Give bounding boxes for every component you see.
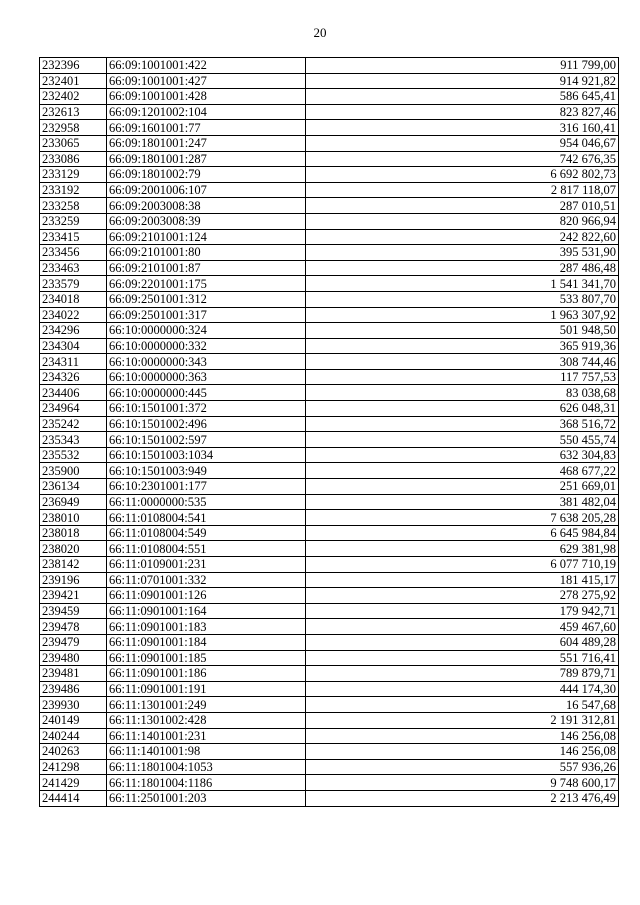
cadastral-value-cell: 83 038,68 <box>306 385 619 401</box>
table-row <box>40 447 619 463</box>
table-row <box>40 681 619 697</box>
table-row <box>40 541 619 557</box>
table-row <box>40 120 619 136</box>
cadastral-value-cell: 365 919,36 <box>306 338 619 354</box>
cadastral-value-cell: 181 415,17 <box>306 572 619 588</box>
row-number-cell: 235343 <box>40 432 107 448</box>
cadastral-value-cell: 2 213 476,49 <box>306 790 619 806</box>
table-row <box>40 479 619 495</box>
row-number-cell: 235900 <box>40 463 107 479</box>
table-row <box>40 167 619 183</box>
cadastral-number-cell: 66:09:1801001:287 <box>107 151 306 167</box>
cadastral-value-cell: 368 516,72 <box>306 416 619 432</box>
cadastral-value-cell: 278 275,92 <box>306 588 619 604</box>
table-row <box>40 151 619 167</box>
table-row <box>40 525 619 541</box>
cadastral-value-cell: 146 256,08 <box>306 728 619 744</box>
cadastral-value-cell: 550 455,74 <box>306 432 619 448</box>
cadastral-number-cell: 66:09:1201002:104 <box>107 104 306 120</box>
cadastral-number-cell: 66:09:1001001:422 <box>107 58 306 74</box>
row-number-cell: 233415 <box>40 229 107 245</box>
cadastral-value-cell: 911 799,00 <box>306 58 619 74</box>
cadastral-number-cell: 66:09:2003008:39 <box>107 213 306 229</box>
cadastral-number-cell: 66:09:2101001:124 <box>107 229 306 245</box>
row-number-cell: 232958 <box>40 120 107 136</box>
cadastral-value-cell: 381 482,04 <box>306 494 619 510</box>
cadastral-number-cell: 66:09:1001001:428 <box>107 89 306 105</box>
cadastral-value-cell: 557 936,26 <box>306 759 619 775</box>
row-number-cell: 232401 <box>40 73 107 89</box>
row-number-cell: 241298 <box>40 759 107 775</box>
cadastral-value-cell: 1 963 307,92 <box>306 307 619 323</box>
cadastral-value-cell: 2 191 312,81 <box>306 712 619 728</box>
table-row <box>40 135 619 151</box>
row-number-cell: 238010 <box>40 510 107 526</box>
cadastral-value-cell: 626 048,31 <box>306 401 619 417</box>
table-row <box>40 245 619 261</box>
cadastral-value-cell: 586 645,41 <box>306 89 619 105</box>
cadastral-number-cell: 66:10:1501003:949 <box>107 463 306 479</box>
cadastral-number-cell: 66:10:1501002:597 <box>107 432 306 448</box>
row-number-cell: 239478 <box>40 619 107 635</box>
table-row <box>40 775 619 791</box>
cadastral-number-cell: 66:11:0701001:332 <box>107 572 306 588</box>
cadastral-value-cell: 6 077 710,19 <box>306 557 619 573</box>
table-body <box>40 58 619 807</box>
cadastral-number-cell: 66:11:0901001:191 <box>107 681 306 697</box>
cadastral-number-cell: 66:09:1601001:77 <box>107 120 306 136</box>
cadastral-value-cell: 242 822,60 <box>306 229 619 245</box>
table-row <box>40 89 619 105</box>
cadastral-value-cell: 7 638 205,28 <box>306 510 619 526</box>
cadastral-value-cell: 395 531,90 <box>306 245 619 261</box>
cadastral-number-cell: 66:10:0000000:324 <box>107 323 306 339</box>
row-number-cell: 234304 <box>40 338 107 354</box>
table-row <box>40 728 619 744</box>
table-row <box>40 354 619 370</box>
row-number-cell: 232613 <box>40 104 107 120</box>
cadastral-value-cell: 287 486,48 <box>306 260 619 276</box>
row-number-cell: 239459 <box>40 603 107 619</box>
cadastral-value-cell: 16 547,68 <box>306 697 619 713</box>
table-row <box>40 619 619 635</box>
table-row <box>40 338 619 354</box>
table-row <box>40 73 619 89</box>
row-number-cell: 233258 <box>40 198 107 214</box>
row-number-cell: 239421 <box>40 588 107 604</box>
table-row <box>40 557 619 573</box>
cadastral-value-cell: 629 381,98 <box>306 541 619 557</box>
cadastral-value-cell: 287 010,51 <box>306 198 619 214</box>
table-row <box>40 634 619 650</box>
table-row <box>40 666 619 682</box>
row-number-cell: 233129 <box>40 167 107 183</box>
row-number-cell: 234311 <box>40 354 107 370</box>
cadastral-value-cell: 251 669,01 <box>306 479 619 495</box>
row-number-cell: 233456 <box>40 245 107 261</box>
table-row <box>40 588 619 604</box>
row-number-cell: 234326 <box>40 369 107 385</box>
cadastral-value-cell: 9 748 600,17 <box>306 775 619 791</box>
row-number-cell: 239481 <box>40 666 107 682</box>
row-number-cell: 232402 <box>40 89 107 105</box>
cadastral-number-cell: 66:09:1801002:79 <box>107 167 306 183</box>
table-row <box>40 712 619 728</box>
table-row <box>40 416 619 432</box>
table-row <box>40 744 619 760</box>
cadastral-value-cell: 604 489,28 <box>306 634 619 650</box>
row-number-cell: 239196 <box>40 572 107 588</box>
row-number-cell: 240149 <box>40 712 107 728</box>
table-row <box>40 790 619 806</box>
cadastral-number-cell: 66:11:1301001:249 <box>107 697 306 713</box>
cadastral-number-cell: 66:11:0901001:184 <box>107 634 306 650</box>
table-row <box>40 494 619 510</box>
cadastral-number-cell: 66:11:1301002:428 <box>107 712 306 728</box>
table-row <box>40 759 619 775</box>
cadastral-value-cell: 6 692 802,73 <box>306 167 619 183</box>
table-row <box>40 213 619 229</box>
table-row <box>40 276 619 292</box>
cadastral-number-cell: 66:10:1501002:496 <box>107 416 306 432</box>
row-number-cell: 233086 <box>40 151 107 167</box>
row-number-cell: 238142 <box>40 557 107 573</box>
row-number-cell: 240263 <box>40 744 107 760</box>
cadastral-value-cell: 823 827,46 <box>306 104 619 120</box>
cadastral-value-table <box>39 57 619 807</box>
row-number-cell: 238020 <box>40 541 107 557</box>
table-row <box>40 198 619 214</box>
row-number-cell: 239479 <box>40 634 107 650</box>
table-row <box>40 307 619 323</box>
cadastral-number-cell: 66:11:2501001:203 <box>107 790 306 806</box>
row-number-cell: 234406 <box>40 385 107 401</box>
table-row <box>40 603 619 619</box>
table-row <box>40 650 619 666</box>
table-row <box>40 369 619 385</box>
table-row <box>40 182 619 198</box>
row-number-cell: 239480 <box>40 650 107 666</box>
table-row <box>40 697 619 713</box>
table-row <box>40 291 619 307</box>
cadastral-number-cell: 66:09:1801001:247 <box>107 135 306 151</box>
cadastral-number-cell: 66:11:0109001:231 <box>107 557 306 573</box>
table-row <box>40 104 619 120</box>
cadastral-number-cell: 66:11:1401001:231 <box>107 728 306 744</box>
cadastral-number-cell: 66:11:0901001:126 <box>107 588 306 604</box>
cadastral-number-cell: 66:11:0901001:185 <box>107 650 306 666</box>
table-row <box>40 229 619 245</box>
cadastral-number-cell: 66:11:0000000:535 <box>107 494 306 510</box>
cadastral-number-cell: 66:10:2301001:177 <box>107 479 306 495</box>
cadastral-number-cell: 66:09:2201001:175 <box>107 276 306 292</box>
cadastral-number-cell: 66:10:1501001:372 <box>107 401 306 417</box>
cadastral-number-cell: 66:11:1801004:1053 <box>107 759 306 775</box>
cadastral-number-cell: 66:11:1801004:1186 <box>107 775 306 791</box>
row-number-cell: 233065 <box>40 135 107 151</box>
cadastral-value-cell: 954 046,67 <box>306 135 619 151</box>
cadastral-number-cell: 66:09:2101001:87 <box>107 260 306 276</box>
cadastral-number-cell: 66:10:0000000:332 <box>107 338 306 354</box>
row-number-cell: 235532 <box>40 447 107 463</box>
cadastral-value-cell: 2 817 118,07 <box>306 182 619 198</box>
cadastral-value-cell: 117 757,53 <box>306 369 619 385</box>
cadastral-value-cell: 308 744,46 <box>306 354 619 370</box>
cadastral-value-cell: 551 716,41 <box>306 650 619 666</box>
cadastral-value-cell: 533 807,70 <box>306 291 619 307</box>
cadastral-number-cell: 66:09:2501001:312 <box>107 291 306 307</box>
cadastral-value-cell: 444 174,30 <box>306 681 619 697</box>
table-row <box>40 463 619 479</box>
cadastral-number-cell: 66:11:1401001:98 <box>107 744 306 760</box>
cadastral-number-cell: 66:10:0000000:445 <box>107 385 306 401</box>
row-number-cell: 239486 <box>40 681 107 697</box>
row-number-cell: 233463 <box>40 260 107 276</box>
row-number-cell: 240244 <box>40 728 107 744</box>
cadastral-value-cell: 1 541 341,70 <box>306 276 619 292</box>
cadastral-number-cell: 66:11:0901001:164 <box>107 603 306 619</box>
cadastral-value-cell: 632 304,83 <box>306 447 619 463</box>
cadastral-value-cell: 146 256,08 <box>306 744 619 760</box>
cadastral-value-cell: 820 966,94 <box>306 213 619 229</box>
page-number: 20 <box>313 25 327 40</box>
cadastral-number-cell: 66:09:1001001:427 <box>107 73 306 89</box>
cadastral-number-cell: 66:09:2001006:107 <box>107 182 306 198</box>
cadastral-number-cell: 66:09:2003008:38 <box>107 198 306 214</box>
row-number-cell: 233259 <box>40 213 107 229</box>
row-number-cell: 244414 <box>40 790 107 806</box>
row-number-cell: 232396 <box>40 58 107 74</box>
row-number-cell: 241429 <box>40 775 107 791</box>
row-number-cell: 234022 <box>40 307 107 323</box>
cadastral-number-cell: 66:10:0000000:363 <box>107 369 306 385</box>
cadastral-value-cell: 501 948,50 <box>306 323 619 339</box>
row-number-cell: 239930 <box>40 697 107 713</box>
table-row <box>40 401 619 417</box>
row-number-cell: 233579 <box>40 276 107 292</box>
cadastral-number-cell: 66:10:1501003:1034 <box>107 447 306 463</box>
cadastral-number-cell: 66:11:0108004:549 <box>107 525 306 541</box>
row-number-cell: 234964 <box>40 401 107 417</box>
cadastral-number-cell: 66:11:0901001:186 <box>107 666 306 682</box>
row-number-cell: 238018 <box>40 525 107 541</box>
cadastral-value-cell: 316 160,41 <box>306 120 619 136</box>
cadastral-value-cell: 468 677,22 <box>306 463 619 479</box>
cadastral-number-cell: 66:09:2101001:80 <box>107 245 306 261</box>
row-number-cell: 236134 <box>40 479 107 495</box>
row-number-cell: 236949 <box>40 494 107 510</box>
table-row <box>40 323 619 339</box>
table-row <box>40 58 619 74</box>
cadastral-number-cell: 66:11:0108004:551 <box>107 541 306 557</box>
cadastral-number-cell: 66:11:0901001:183 <box>107 619 306 635</box>
cadastral-number-cell: 66:09:2501001:317 <box>107 307 306 323</box>
cadastral-value-cell: 742 676,35 <box>306 151 619 167</box>
cadastral-value-cell: 6 645 984,84 <box>306 525 619 541</box>
cadastral-number-cell: 66:10:0000000:343 <box>107 354 306 370</box>
cadastral-value-cell: 179 942,71 <box>306 603 619 619</box>
cadastral-value-cell: 789 879,71 <box>306 666 619 682</box>
table-row <box>40 260 619 276</box>
row-number-cell: 233192 <box>40 182 107 198</box>
row-number-cell: 235242 <box>40 416 107 432</box>
table-row <box>40 432 619 448</box>
table-row <box>40 510 619 526</box>
cadastral-value-cell: 459 467,60 <box>306 619 619 635</box>
table-row <box>40 572 619 588</box>
cadastral-value-cell: 914 921,82 <box>306 73 619 89</box>
cadastral-number-cell: 66:11:0108004:541 <box>107 510 306 526</box>
row-number-cell: 234296 <box>40 323 107 339</box>
row-number-cell: 234018 <box>40 291 107 307</box>
table-row <box>40 385 619 401</box>
